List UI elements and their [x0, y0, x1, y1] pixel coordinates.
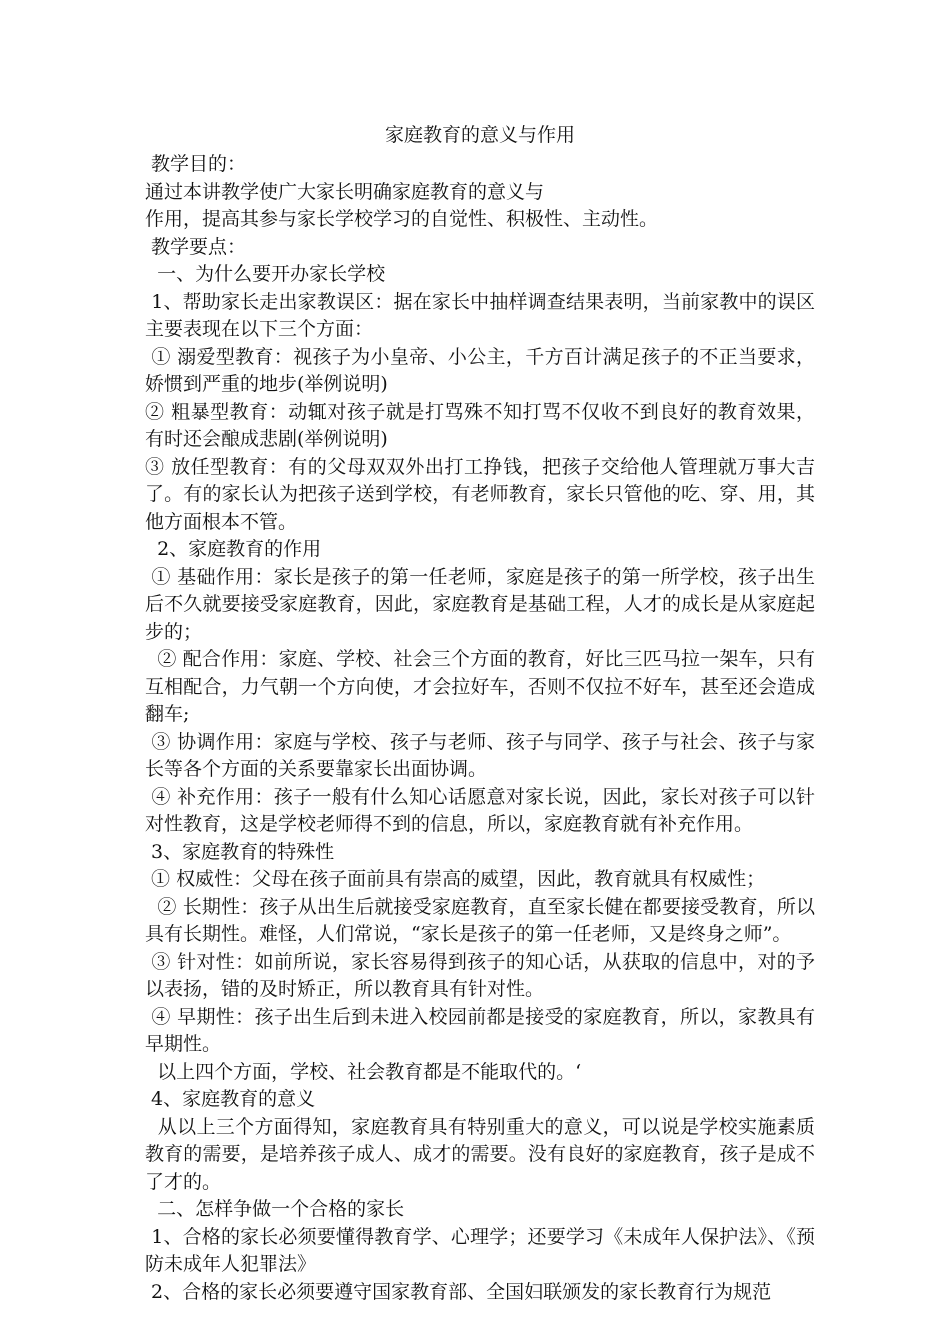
paragraph: ② 长期性：孩子从出生后就接受家庭教育，直至家长健在都要接受教育，所以具有长期性。难怪，人们常说，“家长是孩子的第一任老师，又是终身之师”。: [145, 895, 815, 945]
paragraph: 通过本讲教学使广大家长明确家庭教育的意义与: [145, 180, 545, 203]
paragraph: 从以上三个方面得知，家庭教育具有特别重大的意义，可以说是学校实施素质教育的需要，是培养孩子成人、成才的需要。没有良好的家庭教育，孩子是成不了才的。: [145, 1115, 815, 1193]
paragraph: 1、合格的家长必须要懂得教育学、心理学；还要学习《未成年人保护法》、《预防未成年人犯罪法》: [145, 1225, 815, 1275]
paragraph: 教学目的：: [145, 153, 247, 175]
paragraph: ③ 针对性：如前所说，家长容易得到孩子的知心话，从获取的信息中，对的予以表扬，错的及时矫正，所以教育具有针对性。: [145, 950, 815, 1000]
paragraph: 二、怎样争做一个合格的家长: [145, 1198, 405, 1220]
paragraph: 一、为什么要开办家长学校: [145, 263, 386, 285]
paragraph: 2、家庭教育的作用: [145, 538, 322, 560]
paragraph: ① 基础作用：家长是孩子的第一任老师，家庭是孩子的第一所学校，孩子出生后不久就要接受家庭教育，因此，家庭教育是基础工程，人才的成长是从家庭起步的；: [145, 565, 815, 643]
paragraph: ④ 早期性：孩子出生后到未进入校园前都是接受的家庭教育，所以，家教具有早期性。: [145, 1005, 815, 1055]
paragraph: 教学要点：: [145, 235, 247, 258]
document-body: [145, 120, 815, 1306]
paragraph: ② 配合作用：家庭、学校、社会三个方面的教育，好比三匹马拉一架车，只有互相配合，力气朝一个方向使，才会拉好车，否则不仅拉不好车，甚至还会造成翻车;: [145, 648, 815, 725]
document-title: 家庭教育的意义与作用: [384, 124, 575, 146]
paragraph: 4、家庭教育的意义: [145, 1088, 316, 1110]
paragraph: ② 粗暴型教育：动辄对孩子就是打骂殊不知打骂不仅收不到良好的教育效果，有时还会酿成悲剧(举例说明): [145, 400, 815, 450]
paragraph: 作用，提高其参与家长学校学习的自觉性、积极性、主动性。: [145, 208, 659, 230]
paragraph: 以上四个方面，学校、社会教育都是不能取代的。‘: [145, 1060, 582, 1083]
paragraph-list: [145, 151, 815, 1306]
paragraph: ① 权威性：父母在孩子面前具有崇高的威望，因此，教育就具有权威性；: [145, 868, 766, 890]
paragraph: ③ 协调作用：家庭与学校、孩子与老师、孩子与同学、孩子与社会、孩子与家长等各个方面的关系要靠家长出面协调。: [145, 730, 815, 780]
paragraph: 2、合格的家长必须要遵守国家教育部、全国妇联颁发的家长教育行为规范: [145, 1280, 772, 1303]
paragraph: ③ 放任型教育：有的父母双双外出打工挣钱，把孩子交给他人管理就万事大吉了。有的家长认为把孩子送到学校，有老师教育，家长只管他的吃、穿、用，其他方面根本不管。: [145, 455, 815, 533]
paragraph: ④ 补充作用：孩子一般有什么知心话愿意对家长说，因此，家长对孩子可以针对性教育，这是学校老师得不到的信息，所以，家庭教育就有补充作用。: [145, 785, 815, 835]
paragraph: 1、帮助家长走出家教误区：据在家长中抽样调查结果表明，当前家教中的误区主要表现在以下三个方面：: [145, 290, 816, 340]
paragraph: ① 溺爱型教育：视孩子为小皇帝、小公主，千方百计满足孩子的不正当要求，娇惯到严重的地步(举例说明): [145, 345, 815, 395]
paragraph: 3、家庭教育的特殊性: [145, 840, 335, 863]
